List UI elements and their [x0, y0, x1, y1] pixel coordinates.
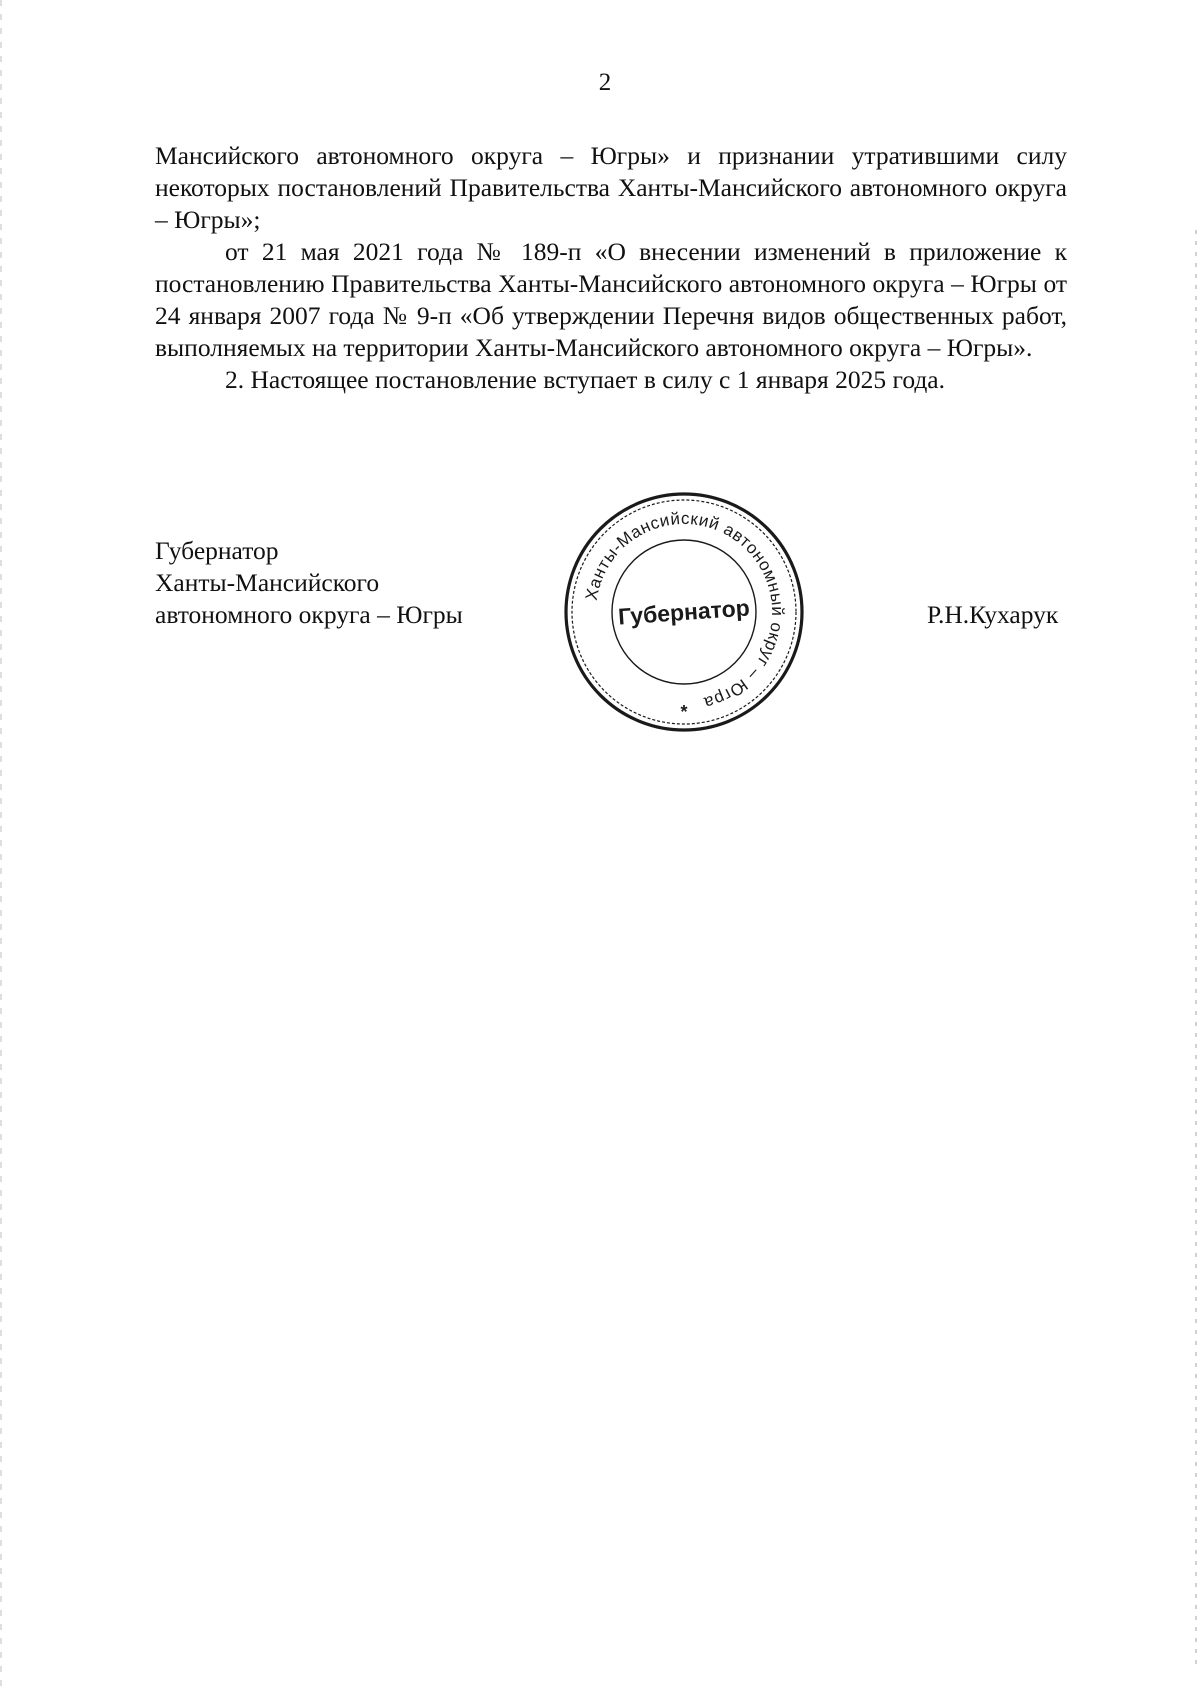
document-body [155, 140, 1067, 396]
signer-name: Р.Н.Кухарук [927, 600, 1059, 629]
signature-title-line: Губернатор [155, 536, 279, 565]
seal-ring-text: Ханты-Мансийский автономный округ – Югра [581, 508, 788, 713]
signature-title-block [155, 535, 463, 631]
seal-center-text: Губернатор [617, 594, 751, 630]
scan-edge-left [0, 0, 2, 1686]
signature-title-line: Ханты-Мансийского [155, 568, 380, 597]
official-seal [558, 486, 810, 738]
signature-title-line: автономного округа – Югры [155, 600, 463, 629]
seal-star: * [680, 702, 688, 722]
scan-edge-right [1195, 230, 1197, 1670]
page-number: 2 [598, 69, 612, 96]
paragraph-resolution-189: от 21 мая 2021 года № 189-п «О внесении изменений в приложение к постановлению Правительства Ханты-Мансийского автономного округа – Югры от 24 января 2007 года № 9-п «Об утверждении Перечня видов общественных работ, выполняемых на территории Ханты-Мансийского автономного округа – Югры». [155, 237, 1067, 362]
paragraph-continuation: Мансийского автономного округа – Югры» и признании утратившими силу некоторых постановлений Правительства Ханты-Мансийского автономного округа – Югры»; [155, 141, 1067, 234]
paragraph-effective-date: 2. Настоящее постановление вступает в силу с 1 января 2025 года. [225, 365, 946, 394]
seal-graphic [558, 486, 810, 738]
